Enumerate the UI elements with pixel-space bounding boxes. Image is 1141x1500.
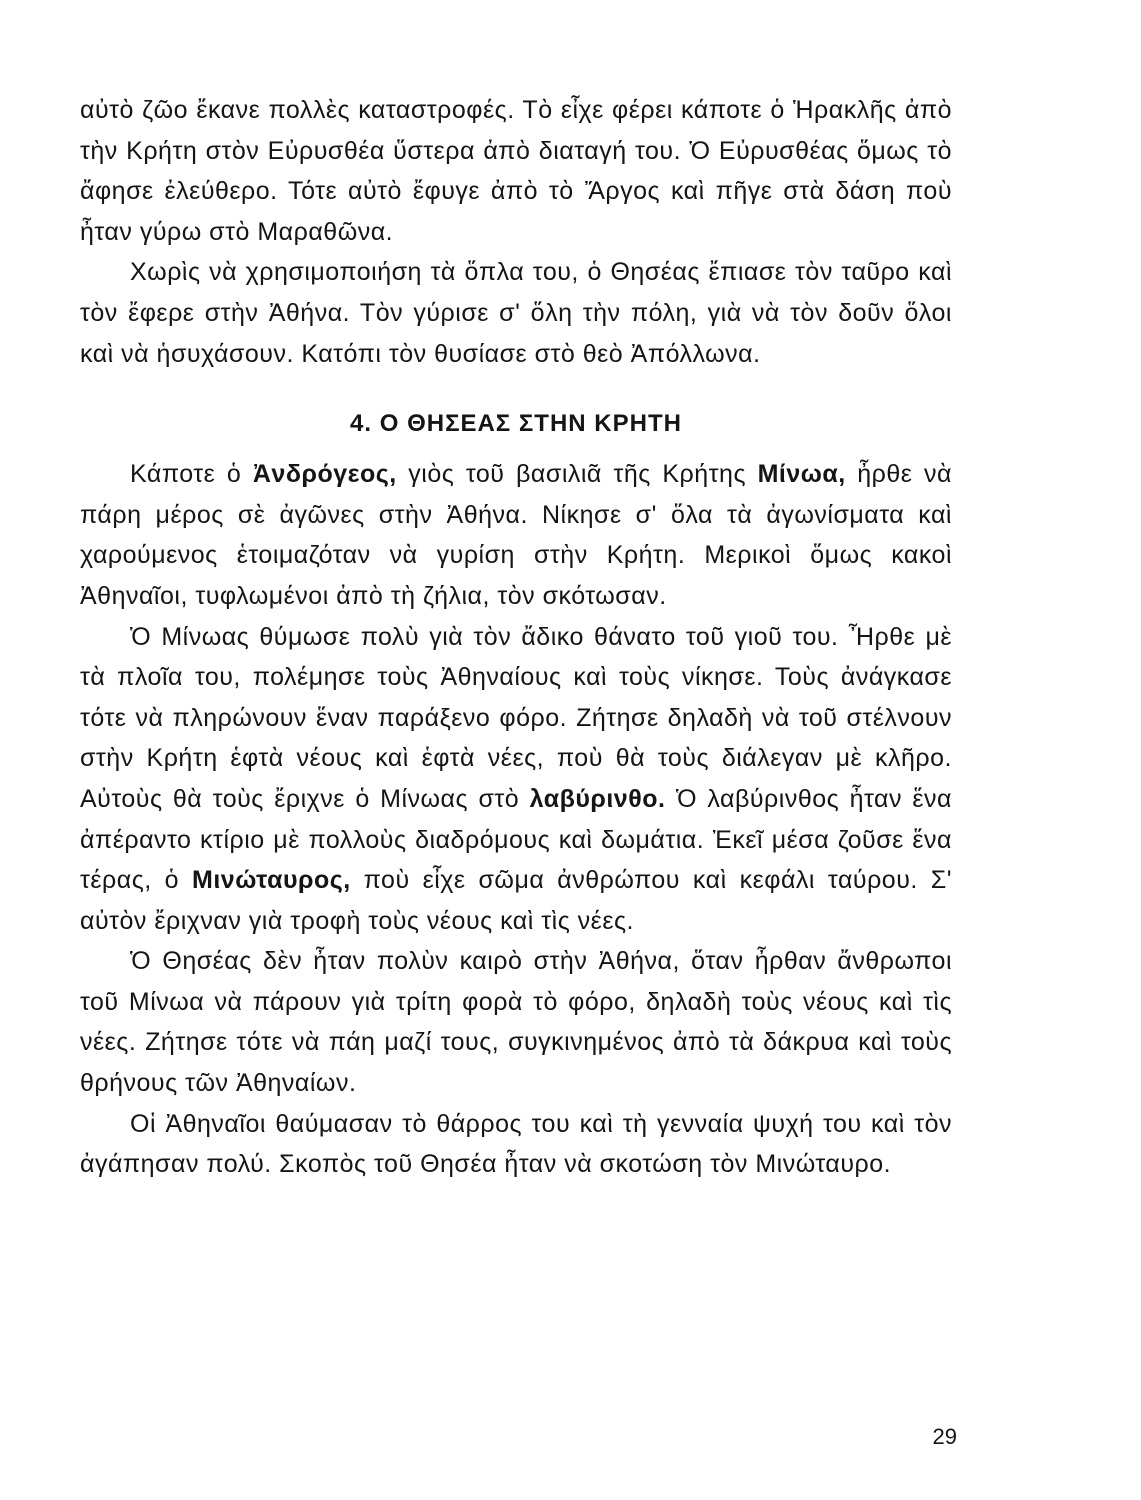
paragraph bbox=[80, 454, 952, 616]
text-run: Ὁ Μίνωας θύμωσε πολὺ γιὰ τὸν ἄδικο θάνατο τοῦ γιοῦ του. Ἦρθε μὲ τὰ πλοῖα του, πολέμησε τοὺς Ἀθηναίους καὶ τοὺς νίκησε. Τοὺς ἀνάγκασε τότε νὰ πληρώνουν ἕναν παράξενο φόρο. Ζήτησε δηλαδὴ νὰ τοῦ στέλνουν στὴν Κρήτη ἑφτὰ νέους καὶ ἑφτὰ νέες, ποὺ θὰ τοὺς διάλεγαν μὲ κλῆρο. Αὐτοὺς θὰ τοὺς ἔριχνε ὁ Μίνωας στὸ bbox=[80, 622, 952, 813]
paragraph bbox=[80, 1104, 952, 1185]
bold-term: Μινώταυρος, bbox=[192, 866, 351, 895]
main-text-block bbox=[80, 454, 952, 1185]
text-run: Χωρὶς νὰ χρησιμοποιήση τὰ ὅπλα του, ὁ Θησέας ἔπιασε τὸν ταῦρο καὶ τὸν ἔφερε στὴν Ἀθήνα. Τὸν γύρισε σ' ὅλη τὴν πόλη, γιὰ νὰ τὸν δοῦν ὅλοι καὶ νὰ ἡσυχάσουν. Κατόπι τὸν θυσίασε στὸ θεὸ Ἀπόλλωνα. bbox=[80, 258, 952, 368]
paragraph bbox=[80, 617, 952, 942]
text-run: γιὸς τοῦ βασιλιᾶ τῆς Κρήτης bbox=[396, 460, 758, 489]
text-run: Ὁ λαβύρινθος ἦταν ἕνα ἀπέραντο κτίριο μὲ πολλοὺς διαδρόμους καὶ δωμάτια. Ἐκεῖ μέσα ζοῦσε ἕνα τέρας, ὁ bbox=[80, 784, 952, 895]
text-run: ποὺ εἶχε σῶμα ἀνθρώπου καὶ κεφάλι ταύρου. Σ' αὐτὸν ἔριχναν γιὰ τροφὴ τοὺς νέους καὶ τὶς νέες. bbox=[80, 866, 952, 935]
bold-term: Ἀνδρόγεος, bbox=[252, 460, 397, 489]
paragraph bbox=[80, 90, 952, 252]
text-run: ἦρθε νὰ πάρη μέρος σὲ ἀγῶνες στὴν Ἀθήνα. Νίκησε σ' ὅλα τὰ ἀγωνίσματα καὶ χαρούμενος ἑτοιμαζόταν νὰ γυρίση στὴν Κρήτη. Μερικοὶ ὅμως κακοὶ Ἀθηναῖοι, τυφλωμένοι ἀπὸ τὴ ζήλια, τὸν σκότωσαν. bbox=[80, 460, 952, 610]
page-number: 29 bbox=[932, 1424, 957, 1449]
top-text-block bbox=[80, 90, 952, 374]
text-run: αὐτὸ ζῶο ἔκανε πολλὲς καταστροφές. Τὸ εἶχε φέρει κάποτε ὁ Ἡρακλῆς ἀπὸ τὴν Κρήτη στὸν Εὐρυσθέα ὕστερα ἀπὸ διαταγή του. Ὁ Εὐρυσθέας ὅμως τὸ ἄφησε ἐλεύθερο. Τότε αὐτὸ ἔφυγε ἀπὸ τὸ Ἄργος καὶ πῆγε στὰ δάση ποὺ ἦταν γύρω στὸ Μαραθῶνα. bbox=[80, 96, 952, 246]
paragraph bbox=[80, 941, 952, 1103]
text-run: Ὁ Θησέας δὲν ἦταν πολὺν καιρὸ στὴν Ἀθήνα, ὅταν ἦρθαν ἄνθρωποι τοῦ Μίνωα νὰ πάρουν γιὰ τρίτη φορὰ τὸ φόρο, δηλαδὴ τοὺς νέους καὶ τὶς νέες. Ζήτησε τότε νὰ πάη μαζί τους, συγκινημένος ἀπὸ τὰ δάκρυα καὶ τοὺς θρήνους τῶν Ἀθηναίων. bbox=[80, 947, 952, 1098]
bold-term: Μίνωα, bbox=[757, 460, 846, 489]
paragraph bbox=[80, 252, 952, 374]
bold-term: λαβύρινθο. bbox=[529, 784, 666, 813]
section-heading: 4. Ο ΘΗΣΕΑΣ ΣΤΗΝ ΚΡΗΤΗ bbox=[350, 410, 682, 438]
text-run: Κάποτε ὁ bbox=[130, 460, 253, 489]
text-run: Οἱ Ἀθηναῖοι θαύμασαν τὸ θάρρος του καὶ τὴ γενναία ψυχή του καὶ τὸν ἀγάπησαν πολύ. Σκοπὸς τοῦ Θησέα ἦταν νὰ σκοτώση τὸν Μινώταυρο. bbox=[80, 1109, 952, 1179]
book-page bbox=[80, 90, 952, 1185]
